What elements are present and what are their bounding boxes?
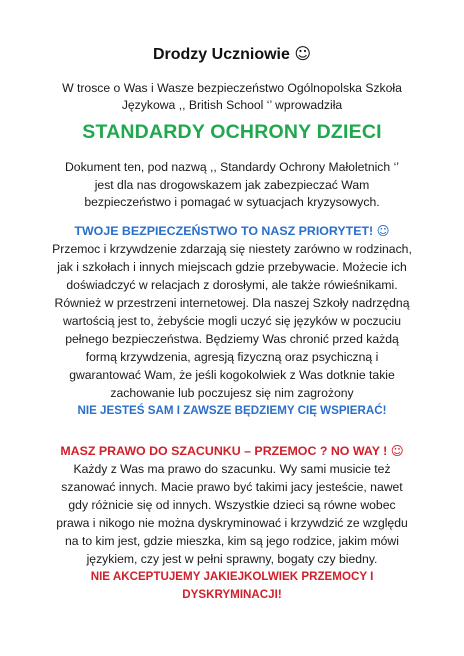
greeting-text: Drodzy Uczniowie bbox=[152, 46, 290, 63]
respect-line: Każdy z Was ma prawo do szacunku. Wy sami musicie też bbox=[73, 461, 391, 476]
intro-paragraph bbox=[10, 80, 454, 114]
respect-line: prawa i nikogo nie można dyskryminować i krzywdzić ze względu bbox=[56, 515, 408, 530]
safety-line: pełnego bezpieczeństwa. Będziemy Was chronić przed każdą bbox=[65, 331, 399, 346]
safety-paragraph bbox=[10, 240, 454, 402]
smiley-icon: ☺ bbox=[376, 222, 390, 238]
smiley-icon: ☺ bbox=[390, 442, 404, 458]
smiley-icon: ☺ bbox=[294, 44, 312, 63]
respect-line: językiem, czy jest w pełni sprawny, bogaty czy biedny. bbox=[86, 551, 378, 566]
document-intro-line: jest dla nas drogowskazem jak zabezpieczać Wam bbox=[94, 177, 370, 192]
respect-closing-line: DYSKRYMINACJI! bbox=[182, 587, 282, 601]
respect-heading bbox=[10, 442, 454, 460]
respect-paragraph bbox=[10, 460, 454, 568]
document-intro-line: bezpieczeństwo i pomagać w sytuacjach kryzysowych. bbox=[84, 195, 380, 209]
safety-closing: NIE JESTEŚ SAM I ZAWSZE BĘDZIEMY CIĘ WSPIERAĆ! bbox=[77, 403, 387, 417]
safety-line: Przemoc i krzywdzenie zdarzają się niestety zarówno w rodzinach, bbox=[52, 241, 412, 256]
standards-title: STANDARDY OCHRONY DZIECI bbox=[82, 121, 382, 143]
safety-line: zachowanie lub poczujesz się nim zagrożony bbox=[110, 385, 354, 400]
respect-closing-line: NIE AKCEPTUJEMY JAKIEJKOLWIEK PRZEMOCY I bbox=[90, 569, 374, 583]
greeting-heading bbox=[10, 44, 454, 65]
safety-heading bbox=[10, 222, 454, 240]
intro-line: W trosce o Was i Wasze bezpieczeństwo Ogólnopolska Szkoła bbox=[62, 81, 402, 95]
safety-line: gwarantować Wam, że jeśli kogokolwiek z Was dotknie takie bbox=[69, 367, 395, 382]
safety-line: Również w przestrzeni internetowej. Dla naszej Szkoły nadrzędną bbox=[54, 295, 410, 310]
safety-line: jak i szkołach i innych miejscach gdzie przebywacie. Możecie ich bbox=[57, 259, 407, 274]
respect-line: gdy różnicie się od innych. Wszystkie dzieci są równe wobec bbox=[68, 497, 396, 512]
respect-line: szanować innych. Macie prawo być takimi jacy jesteście, nawet bbox=[61, 479, 403, 494]
safety-line: doświadczyć w relacjach z dorosłymi, ale także rówieśnikami. bbox=[66, 277, 398, 292]
respect-line: na to kim jest, gdzie mieszka, kim są jego rodzice, jakim mówi bbox=[65, 533, 399, 548]
document-intro-paragraph bbox=[10, 159, 454, 212]
safety-heading-text: TWOJE BEZPIECZEŃSTWO TO NASZ PRIORYTET! bbox=[74, 223, 374, 238]
document-intro-line: Dokument ten, pod nazwą ,, Standardy Ochrony Małoletnich ‘’ bbox=[65, 160, 399, 174]
respect-heading-text: MASZ PRAWO DO SZACUNKU – PRZEMOC ? NO WAY ! bbox=[60, 443, 388, 458]
respect-closing bbox=[10, 568, 454, 604]
safety-line: formą krzywdzenia, agresją fizyczną oraz psychiczną i bbox=[85, 349, 379, 364]
intro-line: Językowa ,, British School ‘’ wprowadziła bbox=[121, 98, 343, 112]
safety-line: wartością jest to, żebyście mogli uczyć się języków w poczuciu bbox=[63, 313, 401, 328]
